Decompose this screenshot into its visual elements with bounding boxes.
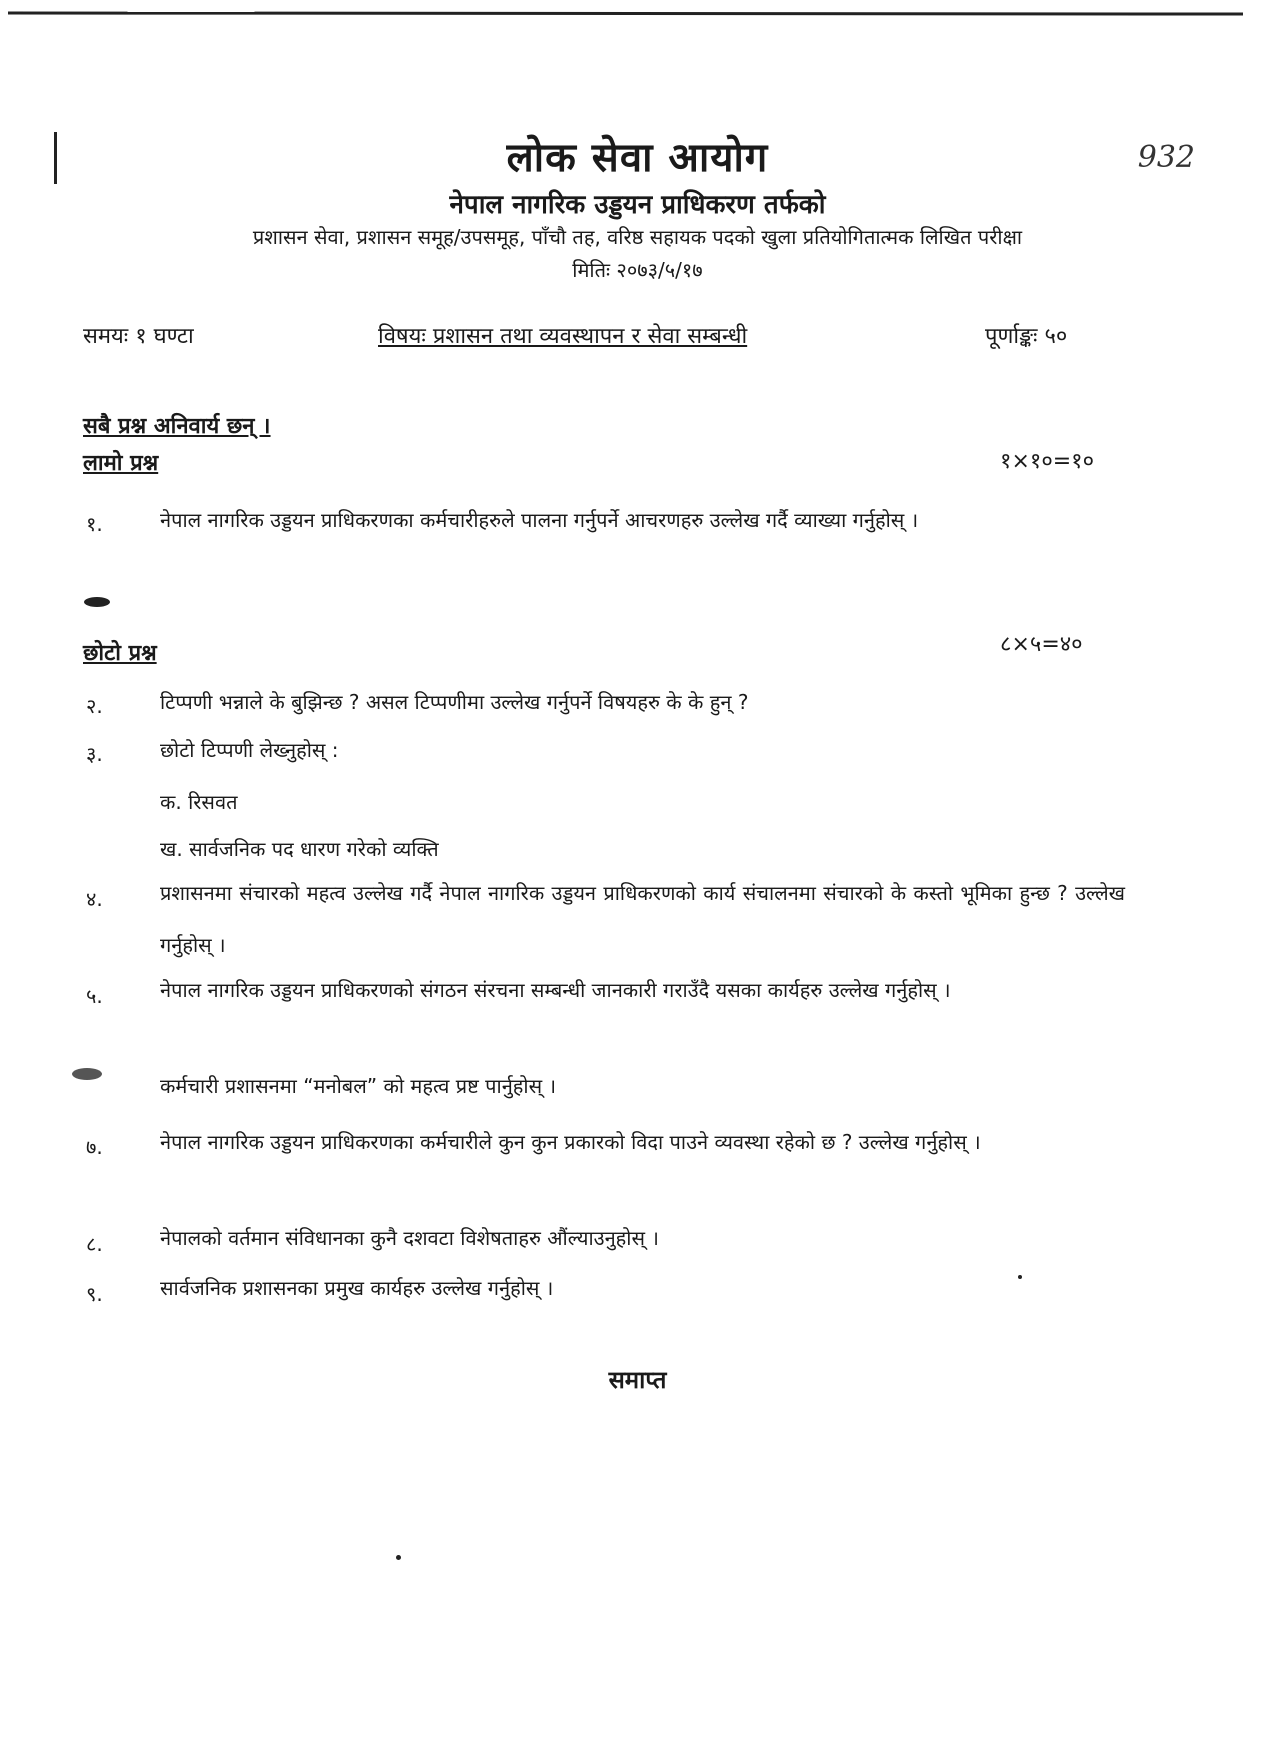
question-text: कर्मचारी प्रशासनमा “मनोबल” को महत्व प्रष्ट पार्नुहोस् ।: [160, 1074, 557, 1098]
long-section-heading: लामो प्रश्न: [83, 451, 159, 476]
scan-dot: [1018, 1275, 1022, 1279]
question-number: ५.: [86, 984, 103, 1008]
question-text: नेपालको वर्तमान संविधानका कुनै दशवटा विशेषताहरु औंल्याउनुहोस् ।: [160, 1226, 659, 1250]
question-number: ९.: [86, 1282, 103, 1306]
question-text: सार्वजनिक प्रशासनका प्रमुख कार्यहरु उल्लेख गर्नुहोस् ।: [160, 1276, 554, 1300]
scan-smudge: [72, 1068, 102, 1080]
page-subtitle: नेपाल नागरिक उड्डयन प्राधिकरण तर्फको: [449, 190, 826, 220]
exam-description: प्रशासन सेवा, प्रशासन समूह/उपसमूह, पाँचौ तह, वरिष्ठ सहायक पदको खुला प्रतियोगितात्मक लिखित परीक्षा: [252, 225, 1023, 249]
question-text: नेपाल नागरिक उड्डयन प्राधिकरणको संगठन संरचना सम्बन्धी जानकारी गराउँदै यसका कार्यहरु उल्लेख गर्नुहोस् ।: [160, 978, 951, 1002]
question-number: २.: [86, 694, 103, 718]
page-title: लोक सेवा आयोग: [506, 135, 769, 181]
scan-dot: [396, 1555, 401, 1560]
short-section-marks: ८×५=४०: [1000, 632, 1083, 657]
question-text: प्रशासनमा संचारको महत्व उल्लेख गर्दै नेपाल नागरिक उड्डयन प्राधिकरणको कार्य संचालनमा संचारको के कस्तो भूमिका हुन्छ ? उल्लेख गर्नुहोस् ।: [160, 881, 1125, 957]
long-section-marks: १×१०=१०: [1000, 449, 1095, 474]
question-number: ८.: [86, 1232, 103, 1256]
question-number: ७.: [86, 1135, 103, 1159]
scan-smudge: [84, 597, 110, 607]
question-text: नेपाल नागरिक उड्डयन प्राधिकरणका कर्मचारीले कुन कुन प्रकारको विदा पाउने व्यवस्था रहेको छ ? उल्लेख गर्नुहोस् ।: [160, 1130, 981, 1154]
short-section-heading: छोटो प्रश्न: [83, 641, 157, 666]
sub-item: क. रिसवत: [160, 790, 238, 814]
exam-date: मितिः २०७३/५/१७: [572, 258, 703, 282]
handwritten-page-number: 932: [1137, 140, 1195, 175]
question-number: ४.: [86, 887, 103, 911]
question-text: टिप्पणी भन्नाले के बुझिन्छ ? असल टिप्पणीमा उल्लेख गर्नुपर्ने विषयहरु के के हुन् ?: [160, 690, 749, 714]
instruction: सबै प्रश्न अनिवार्य छन् ।: [83, 414, 271, 439]
exam-time: समयः १ घण्टा: [83, 324, 194, 349]
sub-item: ख. सार्वजनिक पद धारण गरेको व्यक्ति: [160, 837, 439, 861]
question-text: नेपाल नागरिक उड्डयन प्राधिकरणका कर्मचारीहरुले पालना गर्नुपर्ने आचरणहरु उल्लेख गर्दै व्याख्या गर्नुहोस् ।: [160, 508, 919, 532]
full-marks: पूर्णाङ्कः ५०: [985, 324, 1068, 349]
question-number: ३.: [86, 742, 103, 766]
question-text: छोटो टिप्पणी लेख्नुहोस् :: [160, 738, 339, 762]
exam-subject: विषयः प्रशासन तथा व्यवस्थापन र सेवा सम्बन्धी: [378, 324, 748, 349]
end-marker: समाप्त: [608, 1366, 667, 1394]
question-number: १.: [86, 512, 103, 536]
top-border-line: [8, 11, 1243, 15]
